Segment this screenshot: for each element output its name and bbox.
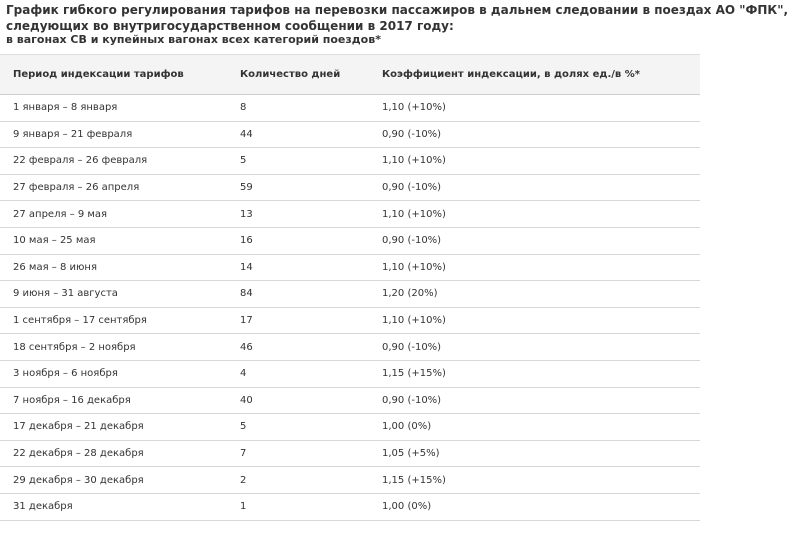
cell-period: 29 декабря – 30 декабря (0, 467, 240, 494)
cell-days: 4 (240, 360, 382, 387)
tariff-schedule-table (0, 54, 700, 521)
cell-period: 9 июня – 31 августа (0, 281, 240, 308)
cell-days: 5 (240, 414, 382, 441)
table-row (0, 148, 700, 175)
cell-period: 9 января – 21 февраля (0, 121, 240, 148)
cell-period: 22 февраля – 26 февраля (0, 148, 240, 175)
cell-period: 17 декабря – 21 декабря (0, 414, 240, 441)
table-row (0, 174, 700, 201)
table-row (0, 281, 700, 308)
cell-coefficient: 0,90 (-10%) (382, 174, 700, 201)
page-title (6, 2, 788, 34)
cell-days: 84 (240, 281, 382, 308)
cell-days: 7 (240, 440, 382, 467)
cell-days: 5 (240, 148, 382, 175)
table-body (0, 95, 700, 521)
cell-coefficient: 0,90 (-10%) (382, 227, 700, 254)
cell-coefficient: 1,05 (+5%) (382, 440, 700, 467)
cell-period: 1 января – 8 января (0, 95, 240, 122)
cell-days: 1 (240, 493, 382, 520)
table-row (0, 387, 700, 414)
cell-period: 22 декабря – 28 декабря (0, 440, 240, 467)
cell-period: 3 ноября – 6 ноября (0, 360, 240, 387)
table-row (0, 307, 700, 334)
cell-coefficient: 1,15 (+15%) (382, 467, 700, 494)
cell-coefficient: 1,10 (+10%) (382, 148, 700, 175)
cell-coefficient: 1,00 (0%) (382, 493, 700, 520)
cell-period: 27 февраля – 26 апреля (0, 174, 240, 201)
page-title-line-2: следующих во внутригосударственном сообщении в 2017 году: (6, 19, 454, 33)
cell-days: 13 (240, 201, 382, 228)
cell-days: 44 (240, 121, 382, 148)
cell-coefficient: 1,10 (+10%) (382, 254, 700, 281)
table-row (0, 414, 700, 441)
cell-period: 26 мая – 8 июня (0, 254, 240, 281)
cell-days: 16 (240, 227, 382, 254)
table-row (0, 121, 700, 148)
table-header-row (0, 55, 700, 95)
cell-period: 27 апреля – 9 мая (0, 201, 240, 228)
table-row (0, 440, 700, 467)
cell-days: 17 (240, 307, 382, 334)
cell-coefficient: 1,00 (0%) (382, 414, 700, 441)
cell-days: 46 (240, 334, 382, 361)
cell-coefficient: 1,15 (+15%) (382, 360, 700, 387)
table-row (0, 254, 700, 281)
cell-period: 1 сентября – 17 сентября (0, 307, 240, 334)
cell-coefficient: 0,90 (-10%) (382, 334, 700, 361)
cell-days: 59 (240, 174, 382, 201)
table-row (0, 227, 700, 254)
table-row (0, 360, 700, 387)
cell-period: 18 сентября – 2 ноября (0, 334, 240, 361)
cell-coefficient: 1,10 (+10%) (382, 95, 700, 122)
cell-days: 14 (240, 254, 382, 281)
page-title-line-1: График гибкого регулирования тарифов на перевозки пассажиров в дальнем следовании в поездах АО "ФПК", (6, 3, 788, 17)
cell-coefficient: 1,20 (20%) (382, 281, 700, 308)
table-subtitle: в вагонах СВ и купейных вагонах всех категорий поездов* (6, 33, 381, 46)
header-coefficient: Коэффициент индексации, в долях ед./в %* (382, 55, 700, 95)
table-row (0, 95, 700, 122)
table-row (0, 201, 700, 228)
header-days: Количество дней (240, 55, 382, 95)
cell-coefficient: 1,10 (+10%) (382, 307, 700, 334)
cell-period: 10 мая – 25 мая (0, 227, 240, 254)
table-row (0, 493, 700, 520)
table-row (0, 467, 700, 494)
header-period: Период индексации тарифов (0, 55, 240, 95)
cell-period: 31 декабря (0, 493, 240, 520)
cell-coefficient: 1,10 (+10%) (382, 201, 700, 228)
cell-coefficient: 0,90 (-10%) (382, 121, 700, 148)
cell-period: 7 ноября – 16 декабря (0, 387, 240, 414)
cell-days: 40 (240, 387, 382, 414)
cell-days: 8 (240, 95, 382, 122)
cell-coefficient: 0,90 (-10%) (382, 387, 700, 414)
table-row (0, 334, 700, 361)
cell-days: 2 (240, 467, 382, 494)
